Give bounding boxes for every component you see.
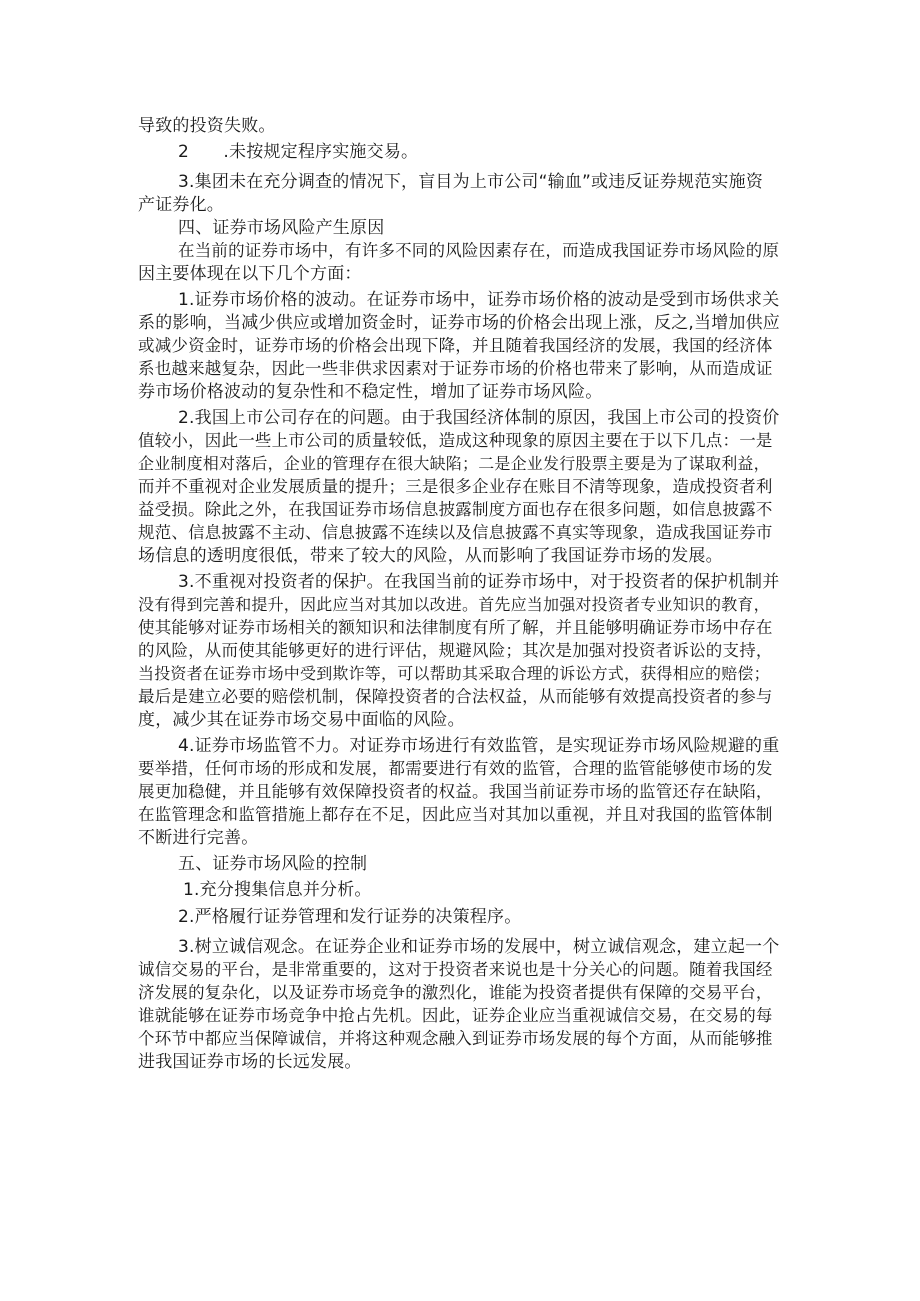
text-line: 没有得到完善和提升，因此应当对其加以改进。首先应当加强对投资者专业知识的教育， [138,595,770,614]
text-line: 在当前的证券市场中，有许多不同的风险因素存在，而造成我国证券市场风险的原 [178,241,780,260]
text-line: 因主要体现在以下几个方面： [138,264,362,284]
text-line: 在监管理念和监管措施上都存在不足，因此应当对其加以重视，并且对我国的监管体制 [138,805,773,824]
text-line: 4.证券市场监管不力。对证券市场进行有效监管，是实现证券市场风险规避的重 [178,736,780,756]
text-line: 谁就能够在证券市场竞争中抢占先机。因此，证券企业应当重视诚信交易，在交易的每 [138,1006,773,1025]
text-line: 展更加稳健，并且能够有效保障投资者的权益。我国当前证券市场的监管还存在缺陷， [138,782,773,801]
text-line: 要举措，任何市场的形成和发展，都需要进行有效的监管，合理的监管能够使市场的发 [138,759,773,778]
text-line: 最后是建立必要的赔偿机制，保障投资者的合法权益，从而能够有效提高投资者的参与 [138,687,773,706]
text-line: 进我国证券市场的长远发展。 [138,1052,362,1072]
text-line: 系的影响，当减少供应或增加资金时，证券市场的价格会出现上涨，反之,当增加供应 [138,313,781,333]
text-line: 诚信交易的平台，是非常重要的，这对于投资者来说也是十分关心的问题。随着我国经 [138,960,773,979]
text-line: 导致的投资失败。 [138,116,276,136]
text-line: 或减少资金时，证券市场的价格会出现下降，并且随着我国经济的发展，我国的经济体 [138,336,773,355]
text-line: 值较小，因此一些上市公司的质量较低，造成这种现象的原因主要在于以下几点：一是 [138,431,773,450]
text-line: 规范、信息披露不主动、信息披露不连续以及信息披露不真实等现象，造成我国证券市 [138,523,773,542]
text-line: 3.集团未在充分调查的情况下，盲目为上市公司“输血”或违反证券规范实施资 [178,172,764,192]
text-line: 济发展的复杂化，以及证券市场竞争的激烈化，谁能为投资者提供有保障的交易平台， [138,983,773,1002]
text-line: 当投资者在证券市场中受到欺诈等，可以帮助其采取合理的诉讼方式，获得相应的赔偿； [138,664,770,683]
text-line: 2.严格履行证券管理和发行证券的决策程序。 [178,907,522,927]
text-line: 2.我国上市公司存在的问题。由于我国经济体制的原因，我国上市公司的投资价 [178,408,780,428]
text-line: 的风险，从而使其能够更好的进行评估，规避风险；其次是加强对投资者诉讼的支持， [138,641,773,660]
text-line: 2 .未按规定程序实施交易。 [178,142,419,162]
text-line: 益受损。除此之外，在我国证券市场信息披露制度方面也存在很多问题，如信息披露不 [138,500,773,519]
section-heading: 四、证券市场风险产生原因 [178,218,385,238]
text-line: 场信息的透明度很低，带来了较大的风险，从而影响了我国证券市场的发展。 [138,546,723,566]
text-line: 3.树立诚信观念。在证券企业和证券市场的发展中，树立诚信观念，建立起一个 [178,937,780,957]
text-line: 系也越来越复杂，因此一些非供求因素对于证券市场的价格也带来了影响，从而造成证 [138,359,773,378]
section-heading: 五、证券市场风险的控制 [178,854,368,874]
text-line: 企业制度相对落后，企业的管理存在很大缺陷；二是企业发行股票主要是为了谋取利益， [138,454,770,473]
text-line: 1.充分搜集信息并分析。 [183,880,372,900]
text-line: 使其能够对证券市场相关的额知识和法律制度有所了解，并且能够明确证券市场中存在 [138,618,773,637]
text-line: 个环节中都应当保障诚信，并将这种观念融入到证券市场发展的每个方面，从而能够推 [138,1029,773,1048]
text-line: 1.证券市场价格的波动。在证券市场中，证券市场价格的波动是受到市场供求关 [178,290,780,310]
text-line: 3.不重视对投资者的保护。在我国当前的证券市场中，对于投资者的保护机制并 [178,572,780,592]
text-line: 度，减少其在证券市场交易中面临的风险。 [138,710,465,730]
text-line: 不断进行完善。 [138,828,259,848]
text-line: 券市场价格波动的复杂性和不稳定性，增加了证券市场风险。 [138,382,603,402]
text-line: 产证券化。 [138,195,224,215]
text-line: 而并不重视对企业发展质量的提升；三是很多企业存在账目不清等现象，造成投资者利 [138,477,773,496]
